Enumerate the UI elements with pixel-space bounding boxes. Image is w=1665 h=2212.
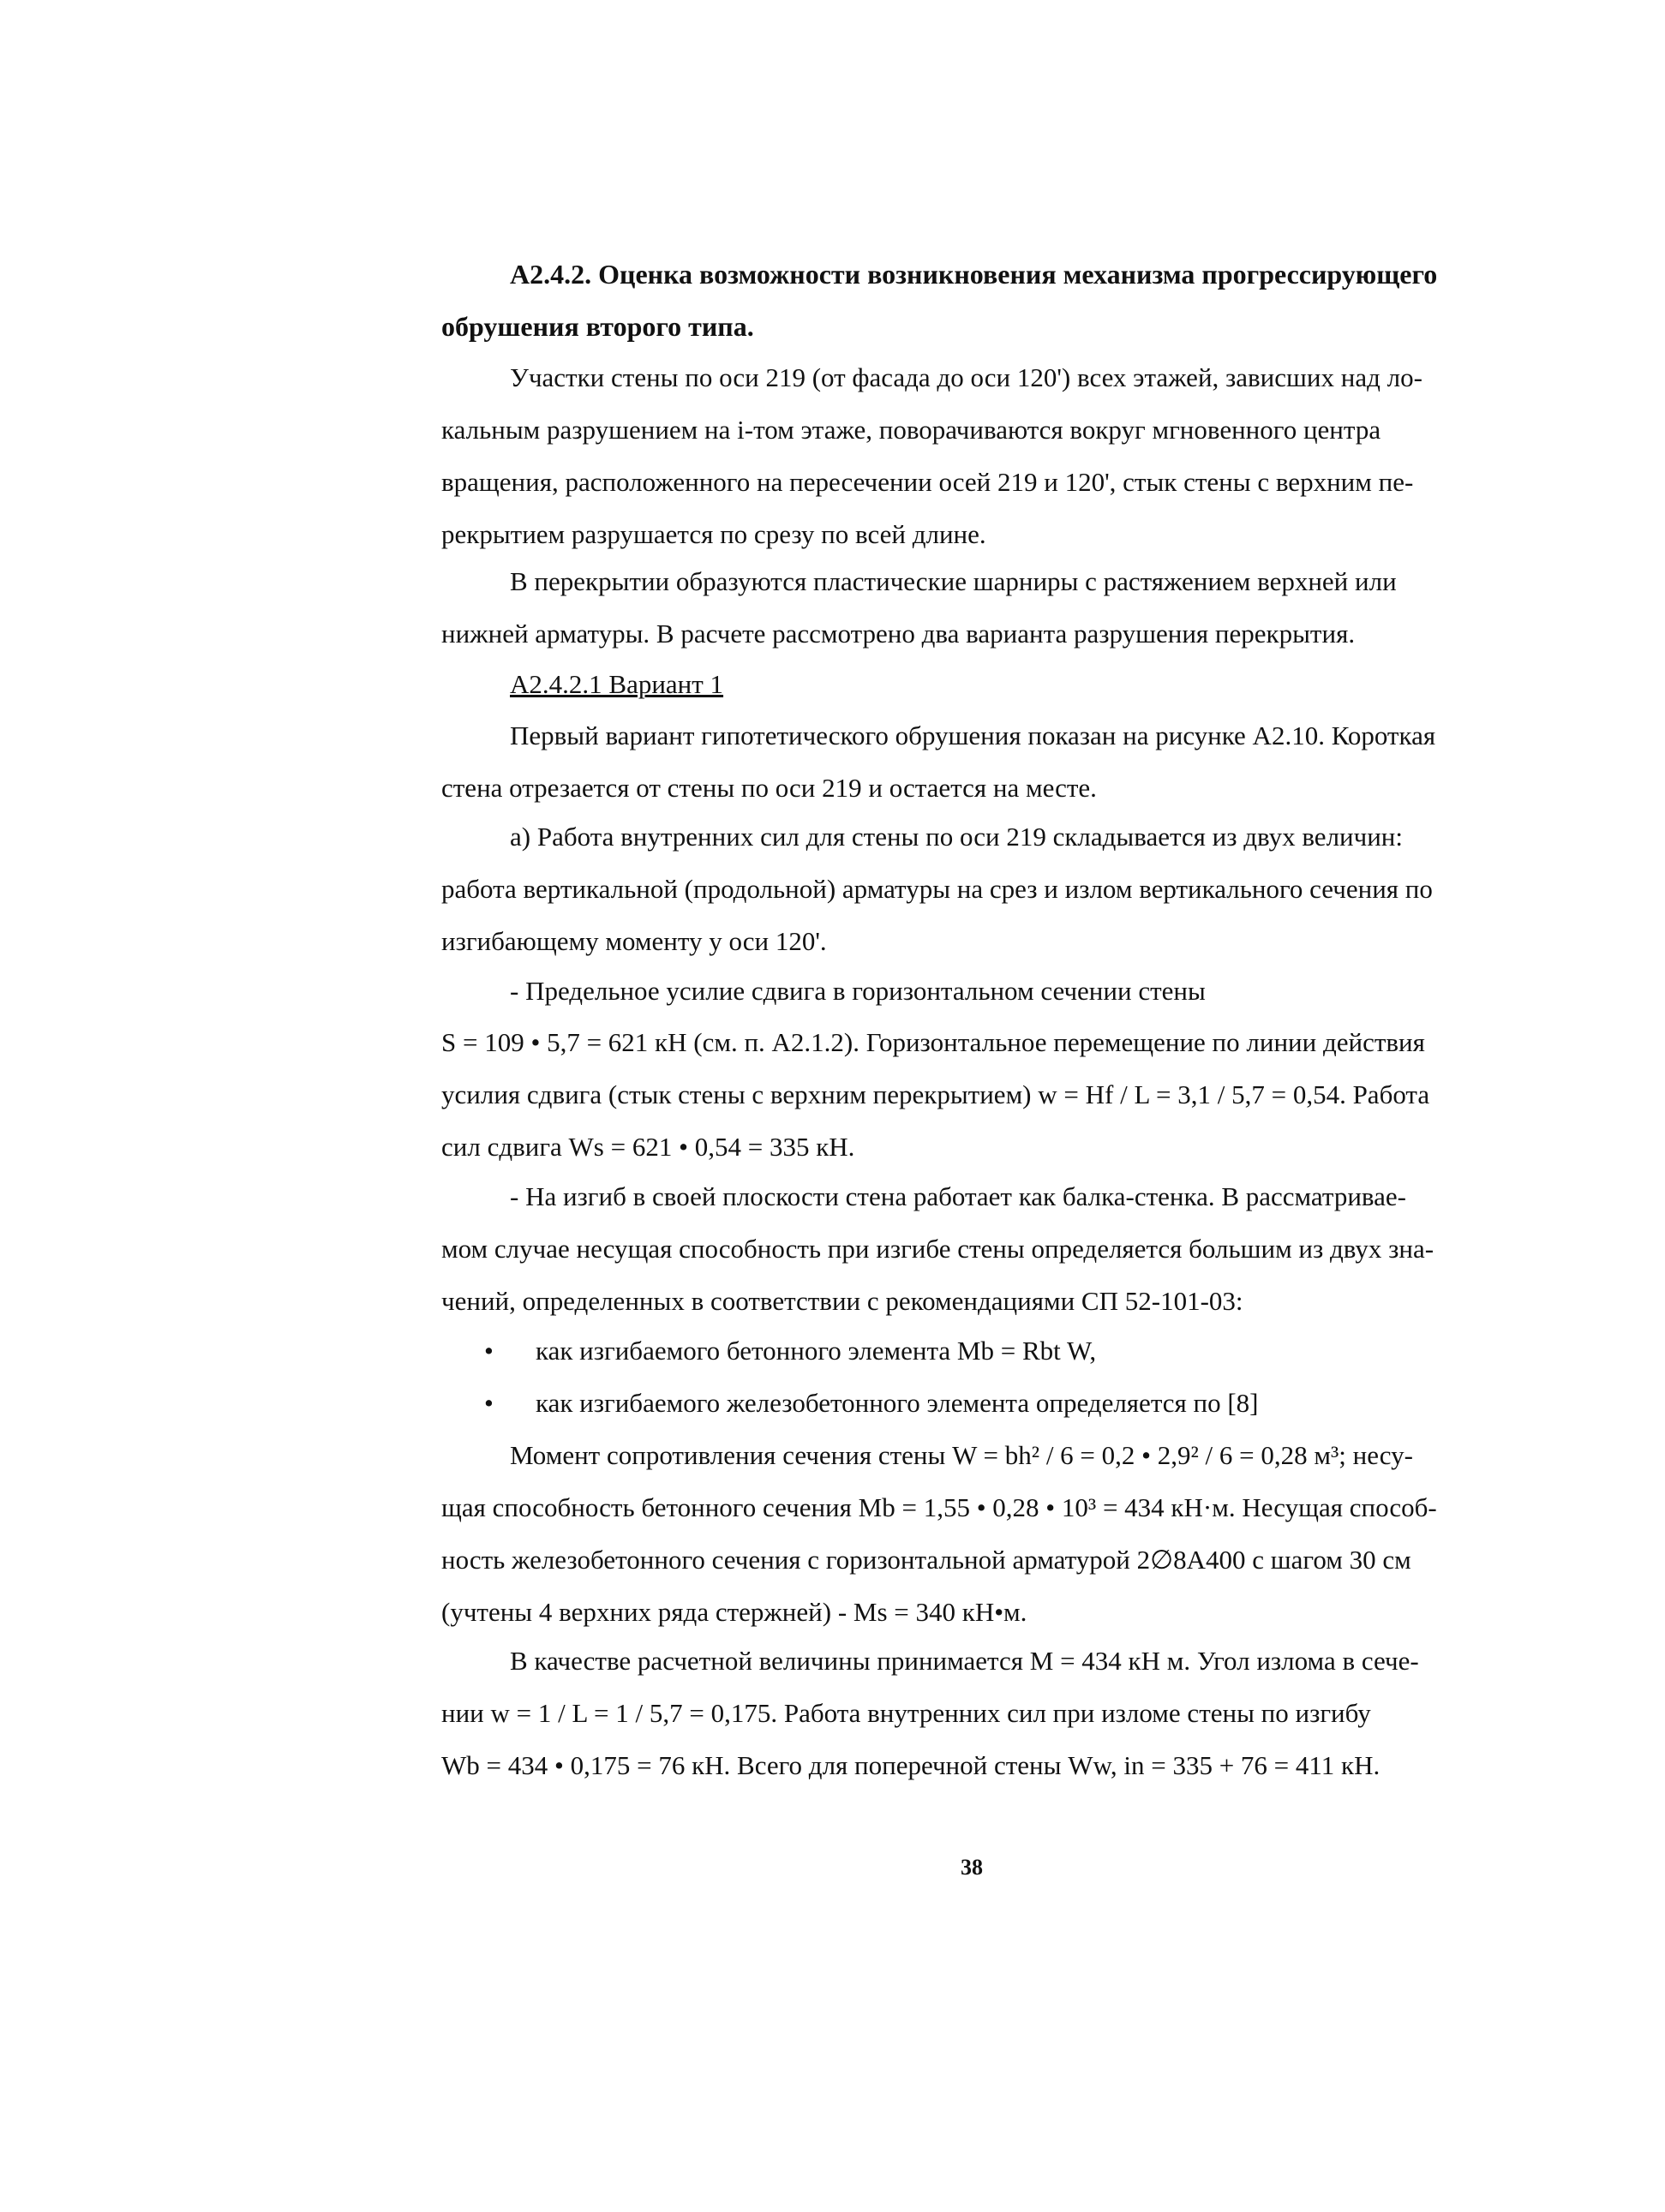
paragraph-4 <box>441 810 1504 967</box>
text-line: сил сдвига Ws = 621 • 0,54 = 335 кН. <box>441 1132 855 1162</box>
paragraph-9 <box>441 1635 1504 1791</box>
text-line: Участки стены по оси 219 (от фасада до оси 120') всех этажей, зависших над ло- <box>510 362 1422 392</box>
text-line: усилия сдвига (стык стены с верхним перекрытием) w = Hf / L = 3,1 / 5,7 = 0,54. Работа <box>441 1079 1430 1109</box>
bullet-list <box>441 1324 1504 1429</box>
text-line: нии w = 1 / L = 1 / 5,7 = 0,175. Работа внутренних сил при изломе стены по изгибу <box>441 1698 1371 1728</box>
bullet-icon: • <box>484 1336 494 1366</box>
text-line: щая способность бетонного сечения Mb = 1,55 • 0,28 • 10³ = 434 кН·м. Несущая способ- <box>441 1492 1437 1522</box>
text-line: В качестве расчетной величины принимается M = 434 кН м. Угол излома в сече- <box>510 1646 1419 1676</box>
text-line: работа вертикальной (продольной) арматуры на срез и излом вертикального сечения по <box>441 874 1433 904</box>
subsection-heading <box>441 658 1504 710</box>
paragraph-3 <box>441 709 1504 814</box>
text-line: Первый вариант гипотетического обрушения показан на рисунке А2.10. Короткая <box>510 720 1436 750</box>
text-line: Wb = 434 • 0,175 = 76 кН. Всего для поперечной стены Ww, in = 335 + 76 = 411 кН. <box>441 1750 1381 1780</box>
paragraph-8 <box>441 1429 1504 1638</box>
paragraph-2 <box>441 555 1504 660</box>
text-line: кальным разрушением на i-том этаже, поворачиваются вокруг мгновенного центра <box>441 415 1381 445</box>
list-item: • как изгибаемого бетонного элемента Mb = Rbt W, <box>484 1324 1504 1377</box>
heading-line-2: обрушения второго типа. <box>441 311 754 342</box>
subsection-title: А2.4.2.1 Вариант 1 <box>510 669 724 699</box>
text-line: изгибающему моменту у оси 120'. <box>441 926 827 956</box>
paragraph-7 <box>441 1170 1504 1327</box>
text-line: S = 109 • 5,7 = 621 кН (см. п. А2.1.2). Горизонтальное перемещение по линии действия <box>441 1027 1425 1057</box>
text-line: В перекрытии образуются пластические шарниры с растяжением верхней или <box>510 566 1397 596</box>
text-line: Момент сопротивления сечения стены W = bh² / 6 = 0,2 • 2,9² / 6 = 0,28 м³; несу- <box>510 1440 1413 1470</box>
text-line: (учтены 4 верхних ряда стержней) - Ms = 340 кН•м. <box>441 1597 1027 1627</box>
text-line: а) Работа внутренних сил для стены по оси 219 складывается из двух величин: <box>510 822 1404 852</box>
section-heading <box>441 248 1504 353</box>
text-line: вращения, расположенного на пересечении осей 219 и 120', стык стены с верхним пе- <box>441 467 1414 497</box>
text-line: ность железобетонного сечения с горизонтальной арматурой 2∅8А400 с шагом 30 см <box>441 1545 1411 1575</box>
page-number: 38 <box>961 1855 983 1880</box>
text-line: рекрытием разрушается по срезу по всей длине. <box>441 519 986 549</box>
paragraph-6 <box>441 1016 1504 1173</box>
text-line: стена отрезается от стены по оси 219 и остается на месте. <box>441 773 1097 803</box>
bullet-icon: • <box>484 1388 494 1418</box>
heading-line-1: А2.4.2. Оценка возможности возникновения механизма прогрессирующего <box>510 259 1438 290</box>
text-line: нижней арматуры. В расчете рассмотрено два варианта разрушения перекрытия. <box>441 619 1356 649</box>
paragraph-5 <box>441 965 1504 1017</box>
text-line: мом случае несущая способность при изгибе стены определяется большим из двух зна- <box>441 1234 1434 1264</box>
list-item: • как изгибаемого железобетонного элемента определяется по [8] <box>484 1377 1504 1429</box>
text-line: чений, определенных в соответствии с рекомендациями СП 52-101-03: <box>441 1286 1243 1316</box>
text-line: - Предельное усилие сдвига в горизонтальном сечении стены <box>510 976 1206 1006</box>
paragraph-1 <box>441 351 1504 560</box>
text-line: - На изгиб в своей плоскости стена работает как балка-стенка. В рассматривае- <box>510 1181 1406 1211</box>
